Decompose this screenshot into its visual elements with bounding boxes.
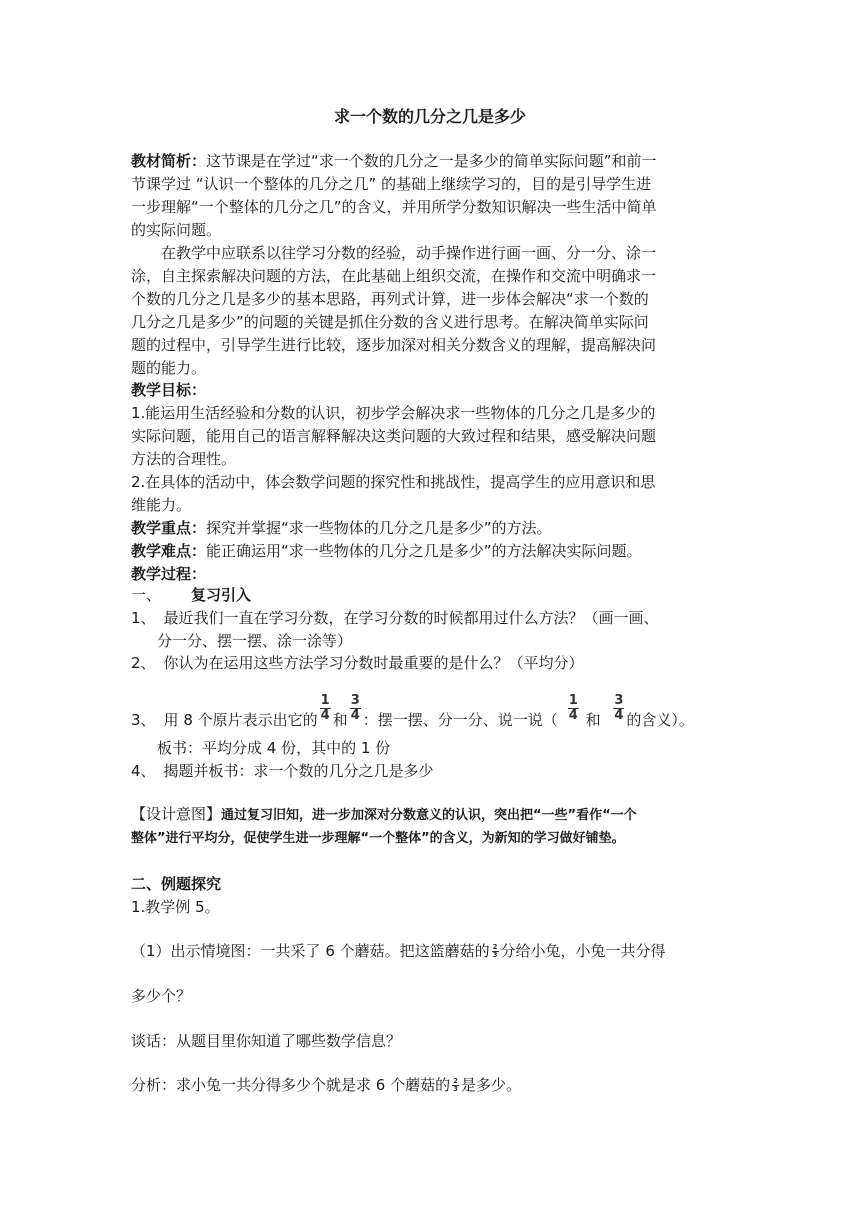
objectives-line-5: 维能力。	[131, 496, 192, 514]
analysis-p2-line-6: 题的能力。	[131, 359, 207, 377]
situation-text-a: （1）出示情境图：一共采了 6 个蘑菇。把这篮蘑菇的	[131, 942, 490, 960]
analysis-line-1	[131, 151, 657, 172]
situation-text-b: 分给小兔，小兔一共分得	[500, 942, 666, 960]
item2-line	[131, 653, 584, 674]
analysis-p2-line-3: 个数的几分之几是多少的基本思路，再列式计算，进一步体会解决“求一个数的	[131, 290, 649, 308]
key-point-label: 教学重点：	[131, 519, 207, 537]
difficulty-text: 能正确运用“求一些物体的几分之几是多少”的方法解决实际问题。	[206, 542, 642, 560]
page-title: 求一个数的几分之几是多少	[333, 107, 526, 126]
item1-number: 1、	[131, 609, 156, 627]
item4-text: 揭题并板书：求一个数的几分之几是多少	[163, 762, 434, 780]
fraction-three-quarters-2: $\frac{3}{4}$	[614, 693, 624, 723]
objectives-line-2: 实际问题，能用自己的语言解释解决这类问题的大致过程和结果，感受解决问题	[131, 427, 657, 445]
fraction-one-quarter: $\frac{1}{4}$	[320, 693, 330, 723]
fraction-three-quarters: $\frac{3}{4}$	[350, 693, 360, 723]
difficulty-label: 教学难点：	[131, 542, 207, 560]
item4-number: 4、	[131, 762, 156, 780]
analysis-label: 教材简析：	[131, 152, 207, 170]
situation-line-1	[131, 941, 666, 962]
item3-line	[131, 693, 694, 735]
item3-text-d: 和	[580, 711, 606, 729]
analysis-example-line	[131, 1075, 521, 1096]
analysis-p2-line-2: 涂，自主探索解决问题的方法，在此基础上组织交流，在操作和交流中明确求一	[131, 267, 657, 285]
objectives-line-1: 1.能运用生活经验和分数的认识，初步学会解决求一些物体的几分之几是多少的	[131, 404, 656, 422]
analysis-p2-line-1: 在教学中应联系以往学习分数的经验，动手操作进行画一画、分一分、涂一	[161, 244, 657, 262]
key-point-text: 探究并掌握“求一些物体的几分之几是多少”的方法。	[206, 519, 552, 537]
situation-line-2: 多少个？	[131, 987, 192, 1005]
item3-text-b: 和	[332, 711, 348, 729]
key-point-line	[131, 518, 552, 539]
objectives-label: 教学目标：	[131, 381, 207, 399]
item1-line-1	[131, 608, 659, 629]
board-text: 板书：平均分成 4 份，其中的 1 份	[157, 739, 391, 757]
item3-text-c: ：摆一摆、分一分、说一说（	[362, 711, 558, 729]
item4-line	[131, 761, 434, 782]
analysis-line-2: 节课学过 “认识一个整体的几分之几” 的基础上继续学习的，目的是引导学生进	[131, 175, 652, 193]
analysis-line-3: 一步理解“一个整体的几分之几”的含义，并用所学分数知识解决一些生活中简单	[131, 198, 657, 216]
analysis-example-text-b: 是多少。	[460, 1076, 521, 1094]
design-intent-text: 通过复习旧知，进一步加深对分数意义的认识，突出把“一些”看作“一个	[221, 808, 637, 823]
fraction-two-thirds-2: $\frac{2}{3}$	[453, 1077, 458, 1093]
analysis-p2-line-4: 几分之几是多少”的问题的关键是抓住分数的含义进行思考。在解决简单实际问	[131, 313, 649, 331]
item2-number: 2、	[131, 654, 156, 672]
talk-line: 谈话：从题目里你知道了哪些数学信息？	[131, 1032, 402, 1050]
item3-text-e: 的含义）。	[626, 711, 694, 729]
analysis-p2-line-5: 题的过程中，引导学生进行比较，逐步加深对相关分数含义的理解，提高解决问	[131, 336, 657, 354]
analysis-line-4: 的实际问题。	[131, 221, 222, 239]
design-intent-line-2: 整体”进行平均分，促使学生进一步理解“一个整体”的含义，为新知的学习做好铺垫。	[131, 831, 625, 846]
item1-line-2: 分一分、摆一摆、涂一涂等）	[157, 632, 353, 650]
design-intent-tag: 【设计意图】	[131, 805, 222, 823]
objectives-line-3: 方法的合理性。	[131, 450, 237, 468]
item3-text-a: 用 8 个原片表示出它的	[163, 711, 318, 729]
item2-text: 你认为在运用这些方法学习分数时最重要的是什么？（平均分）	[163, 654, 584, 672]
fraction-two-thirds: $\frac{2}{3}$	[492, 943, 498, 959]
difficulty-line	[131, 541, 642, 562]
objectives-line-4: 2.在具体的活动中，体会数学问题的探究性和挑战性，提高学生的应用意识和思	[131, 473, 656, 491]
section1-number: 一、	[131, 586, 162, 604]
analysis-example-text-a: 分析：求小兔一共分得多少个就是求 6 个蘑菇的	[131, 1076, 451, 1094]
item3-number: 3、	[131, 711, 156, 729]
section1-heading	[131, 585, 251, 606]
section2-title: 二、例题探究	[131, 875, 222, 893]
analysis-text: 这节课是在学过“求一个数的几分之一是多少的简单实际问题”和前一	[206, 152, 657, 170]
fraction-one-quarter-2: $\frac{1}{4}$	[568, 693, 578, 723]
design-intent-line-1	[131, 804, 637, 826]
item1-text: 最近我们一直在学习分数，在学习分数的时候都用过什么方法？（画一画、	[163, 609, 659, 627]
process-label: 教学过程：	[131, 565, 207, 583]
section2-item1: 1.教学例 5。	[131, 898, 220, 916]
section1-title: 复习引入	[191, 586, 252, 604]
